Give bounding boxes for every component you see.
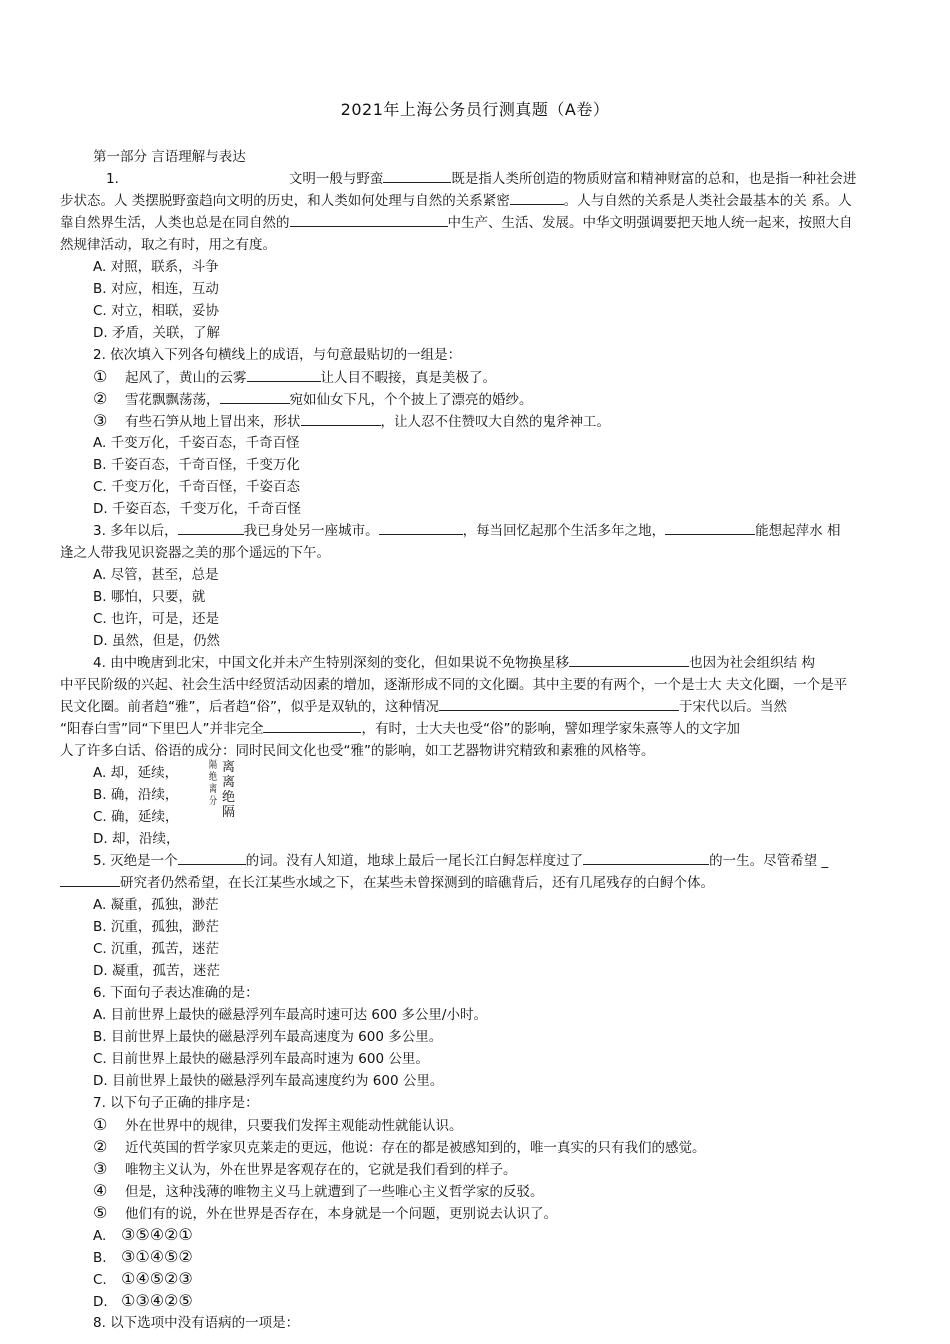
answer-blank — [569, 652, 689, 667]
question-number: 1. — [106, 171, 119, 187]
option-letter: B. — [93, 1250, 107, 1266]
option[interactable]: B. 目前世界上最快的磁悬浮列车最高速度为 600 多公里。 — [93, 1029, 443, 1045]
overflow-char: 分 — [209, 796, 217, 807]
item-marker: ③ — [93, 1159, 108, 1178]
question-text: 文明一般与野蛮 — [288, 171, 384, 187]
answer-blank — [383, 168, 451, 183]
option[interactable] — [60, 1224, 900, 1246]
option-letter: D. — [93, 1294, 108, 1310]
question-text: 既是指人类所创造的物质财富和精神财富的总和，也是指一种社会进 — [451, 171, 857, 187]
option[interactable] — [60, 1290, 900, 1312]
question-4-line — [60, 652, 900, 674]
option[interactable] — [60, 1246, 900, 1268]
option-overflow-column — [209, 760, 217, 808]
question-3-line — [60, 520, 900, 542]
question-text: 。人与自然的关系是人类社会最基本的关 系。人 — [563, 193, 852, 209]
answer-blank — [263, 718, 361, 733]
question-text: 雪花飘飘荡荡， — [125, 392, 220, 408]
question-7-stem: 7. 以下句子正确的排序是： — [93, 1095, 259, 1111]
answer-blank — [178, 850, 246, 865]
sentence-item — [60, 1202, 900, 1224]
item-marker: ② — [93, 1137, 108, 1156]
overflow-char: 绝 — [222, 790, 236, 805]
question-1-line — [60, 212, 900, 234]
question-text: 唯物主义认为，外在世界是客观存在的，它就是我们看到的样子。 — [125, 1162, 517, 1178]
answer-blank — [439, 696, 679, 711]
item-marker: ⑤ — [93, 1203, 108, 1222]
question-text: ，让人忍不住赞叹大自然的鬼斧神工。 — [380, 414, 610, 430]
option[interactable] — [60, 1268, 900, 1290]
question-text: ，每当回忆起那个生活多年之地， — [462, 523, 666, 539]
question-text: 我已身处另一座城市。 — [243, 523, 379, 539]
question-text: 步状态。人 类摆脱野蛮趋向文明的历史，和人类如何处理与自然的关系紧密 — [60, 193, 510, 209]
option-text: ①③④②⑤ — [121, 1291, 193, 1310]
answer-blank — [301, 411, 381, 426]
question-text: 4. 由中晚唐到北宋，中国文化并未产生特别深刻的变化，但如果说不免物换星移 — [93, 655, 570, 671]
option[interactable]: A. 却，延续， — [93, 765, 179, 781]
option[interactable]: C. 对立，相联，妥协 — [93, 303, 220, 319]
page-title: 2021年上海公务员行测真题（A卷） — [340, 100, 610, 119]
answer-blank — [178, 520, 244, 535]
question-4-line — [60, 696, 900, 718]
option[interactable]: D. 凝重，孤苦，迷茫 — [93, 963, 220, 979]
document-body — [60, 146, 900, 1334]
question-text: 有些石笋从地上冒出来，形状 — [125, 414, 301, 430]
question-text: 5. 灭绝是一个 — [93, 853, 178, 869]
overflow-char: 隔 — [209, 760, 217, 771]
question-text: 起风了，黄山的云雾 — [125, 370, 247, 386]
question-text: “阳春白雪”同“下里巴人”并非完全 — [60, 721, 264, 737]
option[interactable]: A. 对照，联系，斗争 — [93, 259, 219, 275]
question-4-line: 人了许多白话、俗语的成分：同时民间文化也受“雅”的影响，如工艺器物讲究精致和素雅的风格等。 — [60, 743, 655, 759]
question-text: 的词。没有人知道，地球上最后一尾长江白鲟怎样度过了 — [245, 853, 584, 869]
sentence-item — [60, 410, 900, 432]
option[interactable]: D. 却，沿续， — [93, 831, 180, 847]
question-text: 的一生。尽管希望 _ — [709, 853, 829, 869]
item-marker: ② — [93, 389, 108, 408]
question-8-stem: 8. 以下选项中没有语病的一项是： — [93, 1315, 300, 1331]
question-text: 也因为社会组织结 构 — [689, 655, 815, 671]
question-1-line: 然规律活动，取之有时，用之有度。 — [60, 237, 276, 253]
sentence-item — [60, 1136, 900, 1158]
question-text: 中生产、生活、发展。中华文明强调要把天地人统一起来，按照大自 — [447, 215, 853, 231]
answer-blank — [665, 520, 755, 535]
question-6-stem: 6. 下面句子表达准确的是： — [93, 985, 259, 1001]
option-text: ③⑤④②① — [121, 1225, 193, 1244]
question-text: 能想起萍水 相 — [755, 523, 841, 539]
sentence-item — [60, 1180, 900, 1202]
question-3-line: 逢之人带我见识瓷器之美的那个遥远的下午。 — [60, 545, 330, 561]
option[interactable]: B. 沉重，孤独，渺茫 — [93, 919, 219, 935]
overflow-char: 离 — [209, 784, 217, 795]
option-text: ③①④⑤② — [121, 1247, 193, 1266]
question-text: 近代英国的哲学家贝克莱走的更远，他说：存在的都是被感知到的，唯一真实的只有我们的感觉。 — [125, 1140, 706, 1156]
option[interactable]: D. 目前世界上最快的磁悬浮列车最高速度约为 600 公里。 — [93, 1073, 444, 1089]
answer-blank — [60, 872, 120, 887]
question-1-line — [60, 190, 900, 212]
answer-blank — [379, 520, 463, 535]
overflow-char: 离 — [222, 775, 236, 790]
answer-blank — [510, 190, 564, 205]
question-text: 他们有的说，外在世界是否存在，本身就是一个问题，更别说去认识了。 — [125, 1206, 557, 1222]
option[interactable]: C. 目前世界上最快的磁悬浮列车最高时速为 600 公里。 — [93, 1051, 429, 1067]
option[interactable]: A. 千变万化，千姿百态，千奇百怪 — [93, 435, 300, 451]
option-letter: C. — [93, 1272, 107, 1288]
question-4-line — [60, 718, 900, 740]
answer-blank — [583, 850, 709, 865]
option[interactable]: A. 尽管，甚至，总是 — [93, 567, 219, 583]
overflow-char: 隔 — [222, 805, 236, 820]
sentence-item — [60, 1158, 900, 1180]
answer-blank — [290, 212, 448, 227]
item-marker: ① — [93, 1115, 108, 1134]
option[interactable]: A. 目前世界上最快的磁悬浮列车最高时速可达 600 多公里/小时。 — [93, 1007, 487, 1023]
question-text: 让人目不暇接，真是美极了。 — [320, 370, 496, 386]
question-text: 靠自然界生活，人类也总是在同自然的 — [60, 215, 290, 231]
question-text: 研究者仍然希望，在长江某些水域之下，在某些未曾探测到的暗礁背后，还有几尾残存的白鲟个体。 — [120, 875, 714, 891]
question-text: 但是，这种浅薄的唯物主义马上就遭到了一些唯心主义哲学家的反驳。 — [125, 1184, 544, 1200]
sentence-item — [60, 1114, 900, 1136]
option[interactable]: A. 凝重，孤独，渺茫 — [93, 897, 219, 913]
section-heading: 第一部分 言语理解与表达 — [93, 149, 246, 165]
option[interactable]: C. 千变万化，千奇百怪，千姿百态 — [93, 479, 301, 495]
option-overflow-column — [222, 760, 235, 820]
question-4-line: 中平民阶级的兴起、社会生活中经贸活动因素的增加，逐渐形成不同的文化圈。其中主要的有两个，一个是士大 夫文化圈，一个是平 — [60, 677, 848, 693]
item-marker: ④ — [93, 1181, 108, 1200]
question-5-line — [60, 850, 900, 872]
question-2-stem: 2. 依次填入下列各句横线上的成语，与句意最贴切的一组是： — [93, 347, 462, 363]
sentence-item — [60, 366, 900, 388]
overflow-char: 离 — [222, 760, 236, 775]
option[interactable]: D. 千姿百态，千变万化，千奇百怪 — [93, 501, 301, 517]
question-text: 民文化圈。前者趋“雅”，后者趋“俗”，似乎是双轨的，这种情况 — [60, 699, 439, 715]
option[interactable]: B. 对应，相连，互动 — [93, 281, 219, 297]
option[interactable]: B. 千姿百态，千奇百怪，千变万化 — [93, 457, 300, 473]
question-1-line — [60, 168, 900, 190]
item-marker: ③ — [93, 411, 108, 430]
option-text: ①④⑤②③ — [121, 1269, 193, 1288]
option[interactable]: C. 确，延续， — [93, 809, 179, 825]
overflow-char: 绝 — [209, 772, 217, 783]
option[interactable]: C. 也许，可是，还是 — [93, 611, 220, 627]
question-text: 于宋代以后。当然 — [678, 699, 787, 715]
option[interactable]: D. 矛盾，关联，了解 — [93, 325, 220, 341]
answer-blank — [247, 367, 321, 382]
answer-blank — [220, 389, 290, 404]
option[interactable]: D. 虽然，但是，仍然 — [93, 633, 220, 649]
option[interactable]: B. 确，沿续， — [93, 787, 179, 803]
sentence-item — [60, 388, 900, 410]
question-text: ，有时，士大夫也受“俗”的影响，譬如理学家朱熹等人的文字加 — [361, 721, 740, 737]
option[interactable]: C. 沉重，孤苦，迷茫 — [93, 941, 220, 957]
item-marker: ① — [93, 367, 108, 386]
question-text: 3. 多年以后， — [93, 523, 178, 539]
question-text: 外在世界中的规律，只要我们发挥主观能动性就能认识。 — [125, 1118, 463, 1134]
option[interactable]: B. 哪怕，只要，就 — [93, 589, 206, 605]
option-letter: A. — [93, 1228, 107, 1244]
question-5-line — [60, 872, 900, 894]
question-text: 宛如仙女下凡，个个披上了漂亮的婚纱。 — [289, 392, 533, 408]
